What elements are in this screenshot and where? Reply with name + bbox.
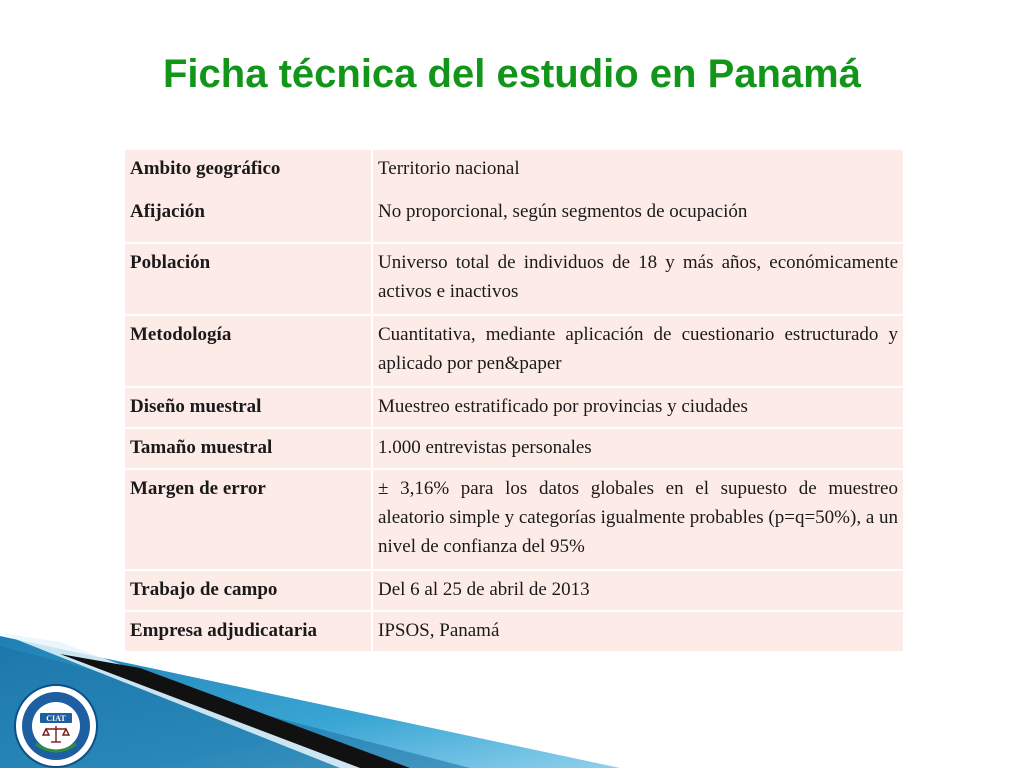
table-row: [125, 469, 903, 570]
slide-title: Ficha técnica del estudio en Panamá: [162, 52, 861, 96]
row-label: Tamaño muestral: [125, 428, 372, 469]
row-label: Margen de error: [125, 469, 372, 570]
row-label: Trabajo de campo: [125, 570, 372, 611]
table-row: [125, 387, 903, 428]
ciat-logo: [14, 684, 98, 768]
table-row: [125, 150, 903, 243]
table-row: [125, 243, 903, 315]
row-value: Del 6 al 25 de abril de 2013: [372, 570, 903, 611]
table-row: [125, 315, 903, 387]
logo-text: CIAT: [46, 714, 66, 723]
row-value: Territorio nacional: [378, 158, 520, 179]
row-label: Metodología: [125, 315, 372, 387]
row-value: No proporcional, según segmentos de ocupación: [378, 201, 748, 222]
row-label: Empresa adjudicataria: [125, 611, 372, 652]
row-value: IPSOS, Panamá: [372, 611, 903, 652]
row-label: Ambito geográfico: [130, 158, 281, 179]
row-value: 1.000 entrevistas personales: [372, 428, 903, 469]
technical-sheet-table: [125, 150, 903, 653]
row-label: Diseño muestral: [125, 387, 372, 428]
row-label: Afijación: [130, 201, 205, 222]
row-value: Universo total de individuos de 18 y más años, económicamente activos e inactivos: [372, 243, 903, 315]
table-row: [125, 570, 903, 611]
corner-swoosh-decoration: [0, 628, 1024, 768]
row-value: Cuantitativa, mediante aplicación de cuestionario estructurado y aplicado por pen&paper: [372, 315, 903, 387]
table-row: [125, 428, 903, 469]
row-value: Muestreo estratificado por provincias y ciudades: [372, 387, 903, 428]
row-value: ± 3,16% para los datos globales en el supuesto de muestreo aleatorio simple y categorías igualmente probables (p=q=50%), a un nivel de confianza del 95%: [372, 469, 903, 570]
row-label: Población: [125, 243, 372, 315]
